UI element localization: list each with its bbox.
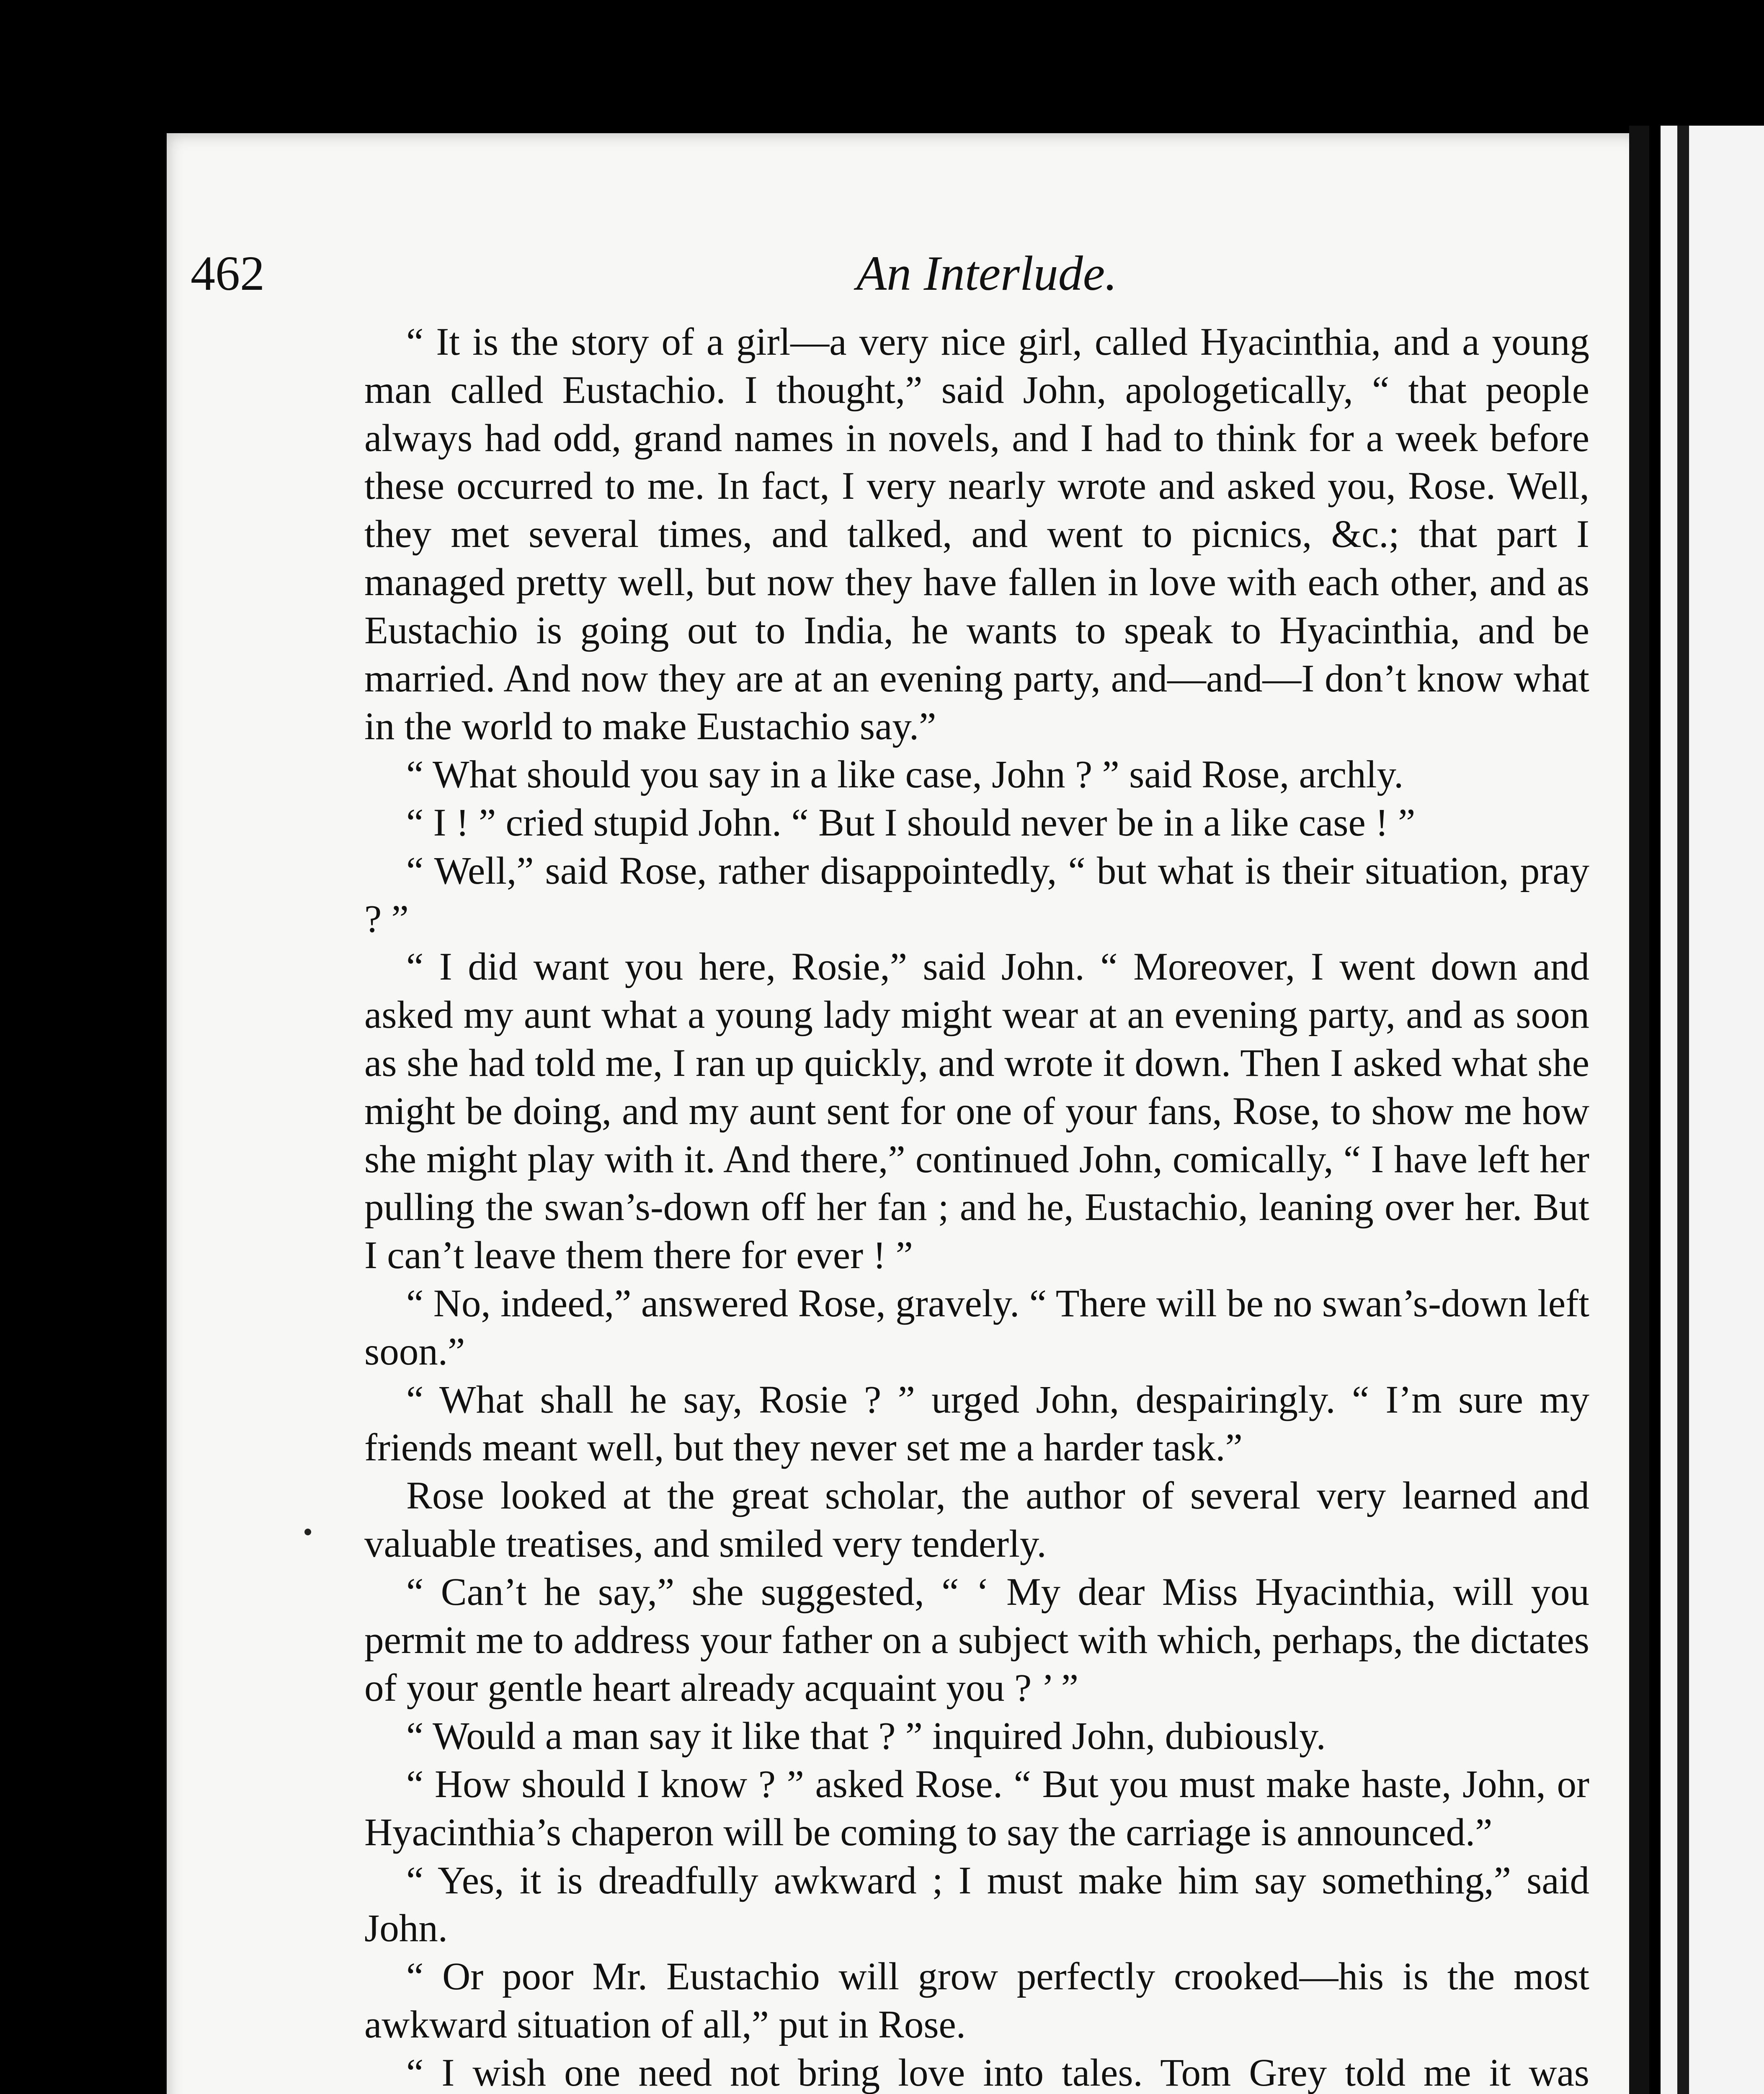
paragraph: Rose looked at the great scholar, the author of several very learned and valuable treatises, and smiled very tenderly. xyxy=(364,1474,1589,1565)
paragraph: “ What shall he say, Rosie ? ” urged John, despairingly. “ I’m sure my friends meant well, but they never set me a harder task.” xyxy=(364,1378,1589,1470)
paragraph: “ What should you say in a like case, John ? ” said Rose, archly. xyxy=(406,753,1404,797)
page-number: 462 xyxy=(191,246,265,301)
paragraph: “ Or poor Mr. Eustachio will grow perfectly crooked—his is the most awkward situation of all,” put in Rose. xyxy=(364,1955,1589,2046)
paragraph: “ Can’t he say,” she suggested, “ ‘ My dear Miss Hyacinthia, will you permit me to address your father on a subject with which, perhaps, the dictates of your gentle heart already acquaint you ? ’ ” xyxy=(364,1570,1589,1710)
adjacent-page-edge xyxy=(1661,126,1764,2094)
paragraph: “ Well,” said Rose, rather disappointedly, “ but what is their situation, pray ? ” xyxy=(364,849,1589,941)
paragraph: “ I did want you here, Rosie,” said John. “ Moreover, I went down and asked my aunt what a young lady might wear at an evening party, and as soon as she had told me, I ran up quickly, and wrote it down. Then I asked what she might be doing, and my aunt sent for one of your fans, Rose, to show me how she might play with it. And there,” continued John, comically, “ I have left her pulling the swan’s-down off her fan ; and he, Eustachio, leaning over her. But I can’t leave them there for ever ! ” xyxy=(364,945,1589,1277)
margin-speck xyxy=(304,1529,311,1535)
page-header xyxy=(191,245,1363,312)
page-gutter-shadow xyxy=(1677,126,1689,2094)
paragraph: “ I wish one need not bring love into tales. Tom Grey told me it was xyxy=(406,2051,1589,2094)
body-text xyxy=(364,318,1589,2094)
running-title: An Interlude. xyxy=(856,246,1117,301)
paragraph: “ No, indeed,” answered Rose, gravely. “ There will be no swan’s-down left soon.” xyxy=(364,1282,1589,1373)
paragraph: “ Yes, it is dreadfully awkward ; I must make him say something,” said John. xyxy=(364,1859,1589,1950)
page-edge-shadow xyxy=(1629,126,1649,2094)
paragraph: “ It is the story of a girl—a very nice girl, called Hyacinthia, and a young man called Eustachio. I thought,” said John, apologetically, “ that people always had odd, grand names in novels, and I had to think for a week before these occurred to me. In fact, I very nearly wrote and asked you, Rose. Well, they met several times, and talked, and went to picnics, &c.; that part I managed pretty well, but now they have fallen in love with each other, and as Eustachio is going out to India, he wants to speak to Hyacinthia, and be married. And now they are at an evening party, and—and—I don’t know what in the world to make Eustachio say.” xyxy=(364,320,1589,748)
paragraph: “ Would a man say it like that ? ” inquired John, dubiously. xyxy=(406,1715,1326,1758)
paragraph: “ I ! ” cried stupid John. “ But I should never be in a like case ! ” xyxy=(406,801,1416,844)
paragraph: “ How should I know ? ” asked Rose. “ But you must make haste, John, or Hyacinthia’s chaperon will be coming to say the carriage is announced.” xyxy=(364,1762,1589,1854)
